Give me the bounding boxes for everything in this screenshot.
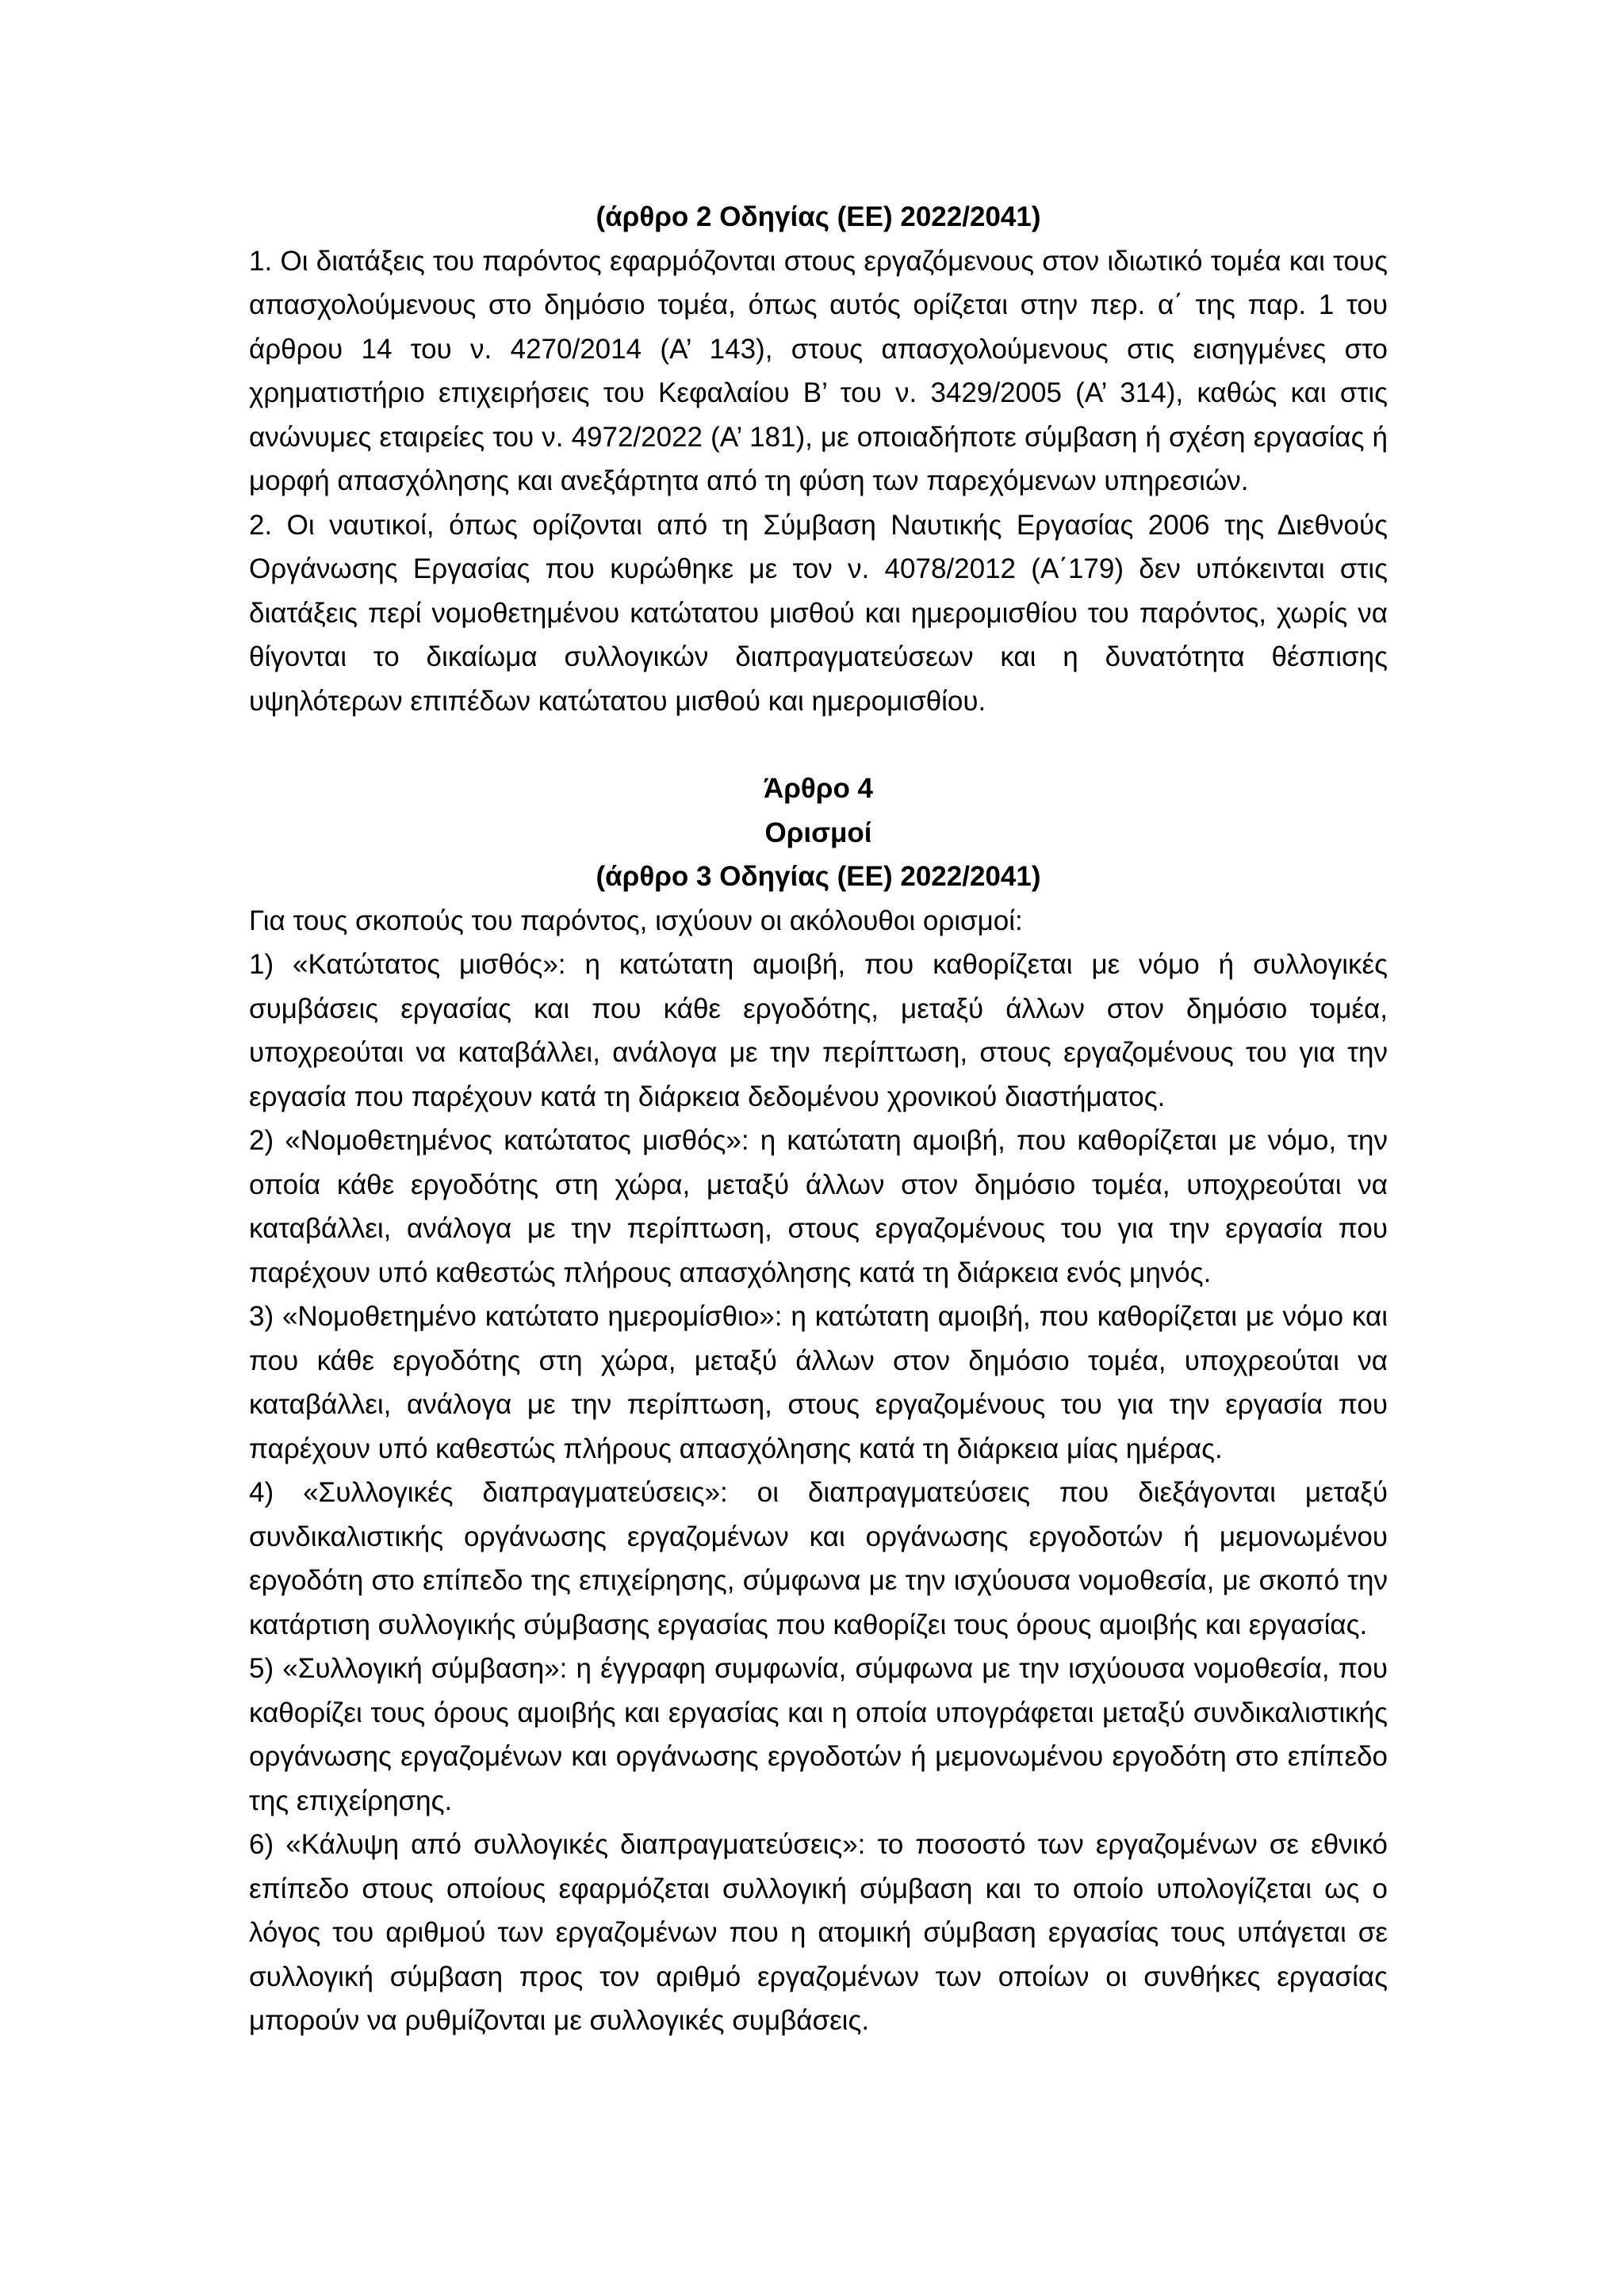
article-subtitle: (άρθρο 3 Οδηγίας (ΕΕ) 2022/2041) bbox=[596, 861, 1041, 892]
paragraph-2: 2. Οι ναυτικοί, όπως ορίζονται από τη Σύμβαση Ναυτικής Εργασίας 2006 της Διεθνούς Οργάνωσης Εργασίας που κυρώθηκε με τον ν. 4078/2012 (Α΄179) δεν υπόκεινται στις διατάξεις περί νομοθετημένου κατώτατου μισθού και ημερομισθίου του παρόντος, χωρίς να θίγονται το δικαίωμα συλλογικών διαπραγματεύσεων και η δυνατότητα θέσπισης υψηλότερων επιπέδων κατώτατου μισθού και ημερομισθίου. bbox=[249, 509, 1388, 717]
definition-2: 2) «Νομοθετημένος κατώτατος μισθός»: η κατώτατη αμοιβή, που καθορίζεται με νόμο, την οποία κάθε εργοδότης στη χώρα, μεταξύ άλλων στον δημόσιο τομέα, υποχρεούται να καταβάλλει, ανάλογα με την περίπτωση, στους εργαζομένους του για την εργασία που παρέχουν υπό καθεστώς πλήρους απασχόλησης κατά τη διάρκεια ενός μηνός. bbox=[249, 1125, 1388, 1288]
document-page bbox=[249, 195, 1388, 2043]
definitions-intro: Για τους σκοπούς του παρόντος, ισχύουν οι ακόλουθοι ορισμοί: bbox=[249, 905, 1023, 936]
section-spacer bbox=[249, 723, 1388, 767]
definition-5: 5) «Συλλογική σύμβαση»: η έγγραφη συμφωνία, σύμφωνα με την ισχύουσα νομοθεσία, που καθορίζει τους όρους αμοιβής και εργασίας και η οποία υπογράφεται μεταξύ συνδικαλιστικής οργάνωσης εργαζομένων και οργάνωσης εργοδοτών ή μεμονωμένου εργοδότη στο επίπεδο της επιχείρησης. bbox=[249, 1653, 1388, 1816]
definition-3: 3) «Νομοθετημένο κατώτατο ημερομίσθιο»: η κατώτατη αμοιβή, που καθορίζεται με νόμο και που κάθε εργοδότης στη χώρα, μεταξύ άλλων στον δημόσιο τομέα, υποχρεούται να καταβάλλει, ανάλογα με την περίπτωση, στους εργαζομένους του για την εργασία που παρέχουν υπό καθεστώς πλήρους απασχόλησης κατά τη διάρκεια μίας ημέρας. bbox=[249, 1301, 1388, 1464]
paragraph-1: 1. Οι διατάξεις του παρόντος εφαρμόζονται στους εργαζόμενους στον ιδιωτικό τομέα και τους απασχολούμενους στο δημόσιο τομέα, όπως αυτός ορίζεται στην περ. α΄ της παρ. 1 του άρθρου 14 του ν. 4270/2014 (Α’ 143), στους απασχολούμενους στις εισηγμένες στο χρηματιστήριο επιχειρήσεις του Κεφαλαίου Β’ του ν. 3429/2005 (Α’ 314), καθώς και στις ανώνυμες εταιρείες του ν. 4972/2022 (Α’ 181), με οποιαδήποτε σύμβαση ή σχέση εργασίας ή μορφή απασχόλησης και ανεξάρτητα από τη φύση των παρεχόμενων υπηρεσιών. bbox=[249, 245, 1388, 496]
article-title: Ορισμοί bbox=[764, 817, 872, 848]
section-heading-directive-article-2: (άρθρο 2 Οδηγίας (ΕΕ) 2022/2041) bbox=[596, 201, 1041, 232]
definition-4: 4) «Συλλογικές διαπραγματεύσεις»: οι διαπραγματεύσεις που διεξάγονται μεταξύ συνδικαλιστικής οργάνωσης εργαζομένων και οργάνωσης εργοδοτών ή μεμονωμένου εργοδότη στο επίπεδο της επιχείρησης, σύμφωνα με την ισχύουσα νομοθεσία, με σκοπό την κατάρτιση συλλογικής σύμβασης εργασίας που καθορίζει τους όρους αμοιβής και εργασίας. bbox=[249, 1477, 1388, 1640]
definition-1: 1) «Κατώτατος μισθός»: η κατώτατη αμοιβή, που καθορίζεται με νόμο ή συλλογικές συμβάσεις εργασίας και που κάθε εργοδότης, μεταξύ άλλων στον δημόσιο τομέα, υποχρεούται να καταβάλλει, ανάλογα με την περίπτωση, στους εργαζομένους του για την εργασία που παρέχουν κατά τη διάρκεια δεδομένου χρονικού διαστήματος. bbox=[249, 949, 1388, 1112]
article-heading: Άρθρο 4 bbox=[763, 773, 874, 804]
definition-6: 6) «Κάλυψη από συλλογικές διαπραγματεύσεις»: το ποσοστό των εργαζομένων σε εθνικό επίπεδο στους οποίους εφαρμόζεται συλλογική σύμβαση και το οποίο υπολογίζεται ως ο λόγος του αριθμού των εργαζομένων που η ατομική σύμβαση εργασίας τους υπάγεται σε συλλογική σύμβαση προς τον αριθμό εργαζομένων των οποίων οι συνθήκες εργασίας μπορούν να ρυθμίζονται με συλλογικές συμβάσεις. bbox=[249, 1829, 1388, 2036]
